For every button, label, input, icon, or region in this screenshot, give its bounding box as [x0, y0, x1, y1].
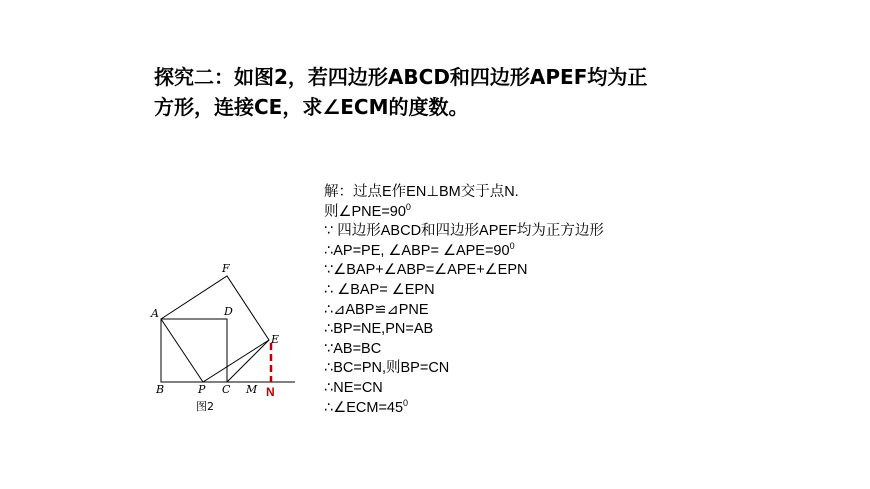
- point-label-n: N: [266, 385, 275, 399]
- solution-step: 解：过点E作EN⊥BM交于点N.: [324, 184, 519, 200]
- problem-statement: [154, 62, 714, 122]
- problem-line-2: 方形，连接CE，求∠ECM的度数。: [154, 95, 469, 119]
- solution-step: ∴BC=PN,则BP=CN: [324, 360, 450, 377]
- solution-step: ∴ ∠BAP= ∠EPN: [324, 281, 435, 298]
- geometry-figure: [148, 255, 308, 420]
- solution-step: ∴⊿ABP≌⊿PNE: [324, 301, 429, 318]
- vertex-label-b: B: [156, 383, 165, 396]
- vertex-label-e: E: [271, 333, 280, 346]
- vertex-label-c: C: [222, 383, 231, 396]
- solution-step: ∵ 四边形ABCD和四边形APEF均为正方边形: [324, 223, 604, 240]
- square-apef: [161, 276, 269, 382]
- vertex-label-a: A: [151, 307, 159, 320]
- segment-ce: [227, 340, 269, 382]
- vertex-label-f: F: [222, 262, 230, 275]
- solution-step: ∴BP=NE,PN=AB: [324, 321, 434, 338]
- vertex-label-p: P: [198, 383, 206, 396]
- solution-step: ∴AP=PE, ∠ABP= $\angle APE=90^0$: [324, 240, 515, 259]
- solution-step: ∴NE=CN: [324, 379, 383, 396]
- solution-step: ∵∠BAP+∠ABP=∠APE+∠EPN: [324, 262, 528, 279]
- solution-step: ∵AB=BC: [324, 340, 382, 357]
- solution-step: $\therefore\angle ECM=45^0$: [324, 397, 409, 416]
- problem-line-1: 探究二：如图2，若四边形ABCD和四边形APEF均为正: [154, 65, 648, 89]
- vertex-label-m: M: [246, 383, 258, 396]
- figure-caption: 图2: [196, 400, 214, 413]
- vertex-label-d: D: [224, 305, 233, 318]
- solution-step: 则$\angle PNE=90^0$: [324, 201, 411, 220]
- figure-2-diagram: [148, 255, 308, 420]
- solution-steps: [324, 183, 744, 418]
